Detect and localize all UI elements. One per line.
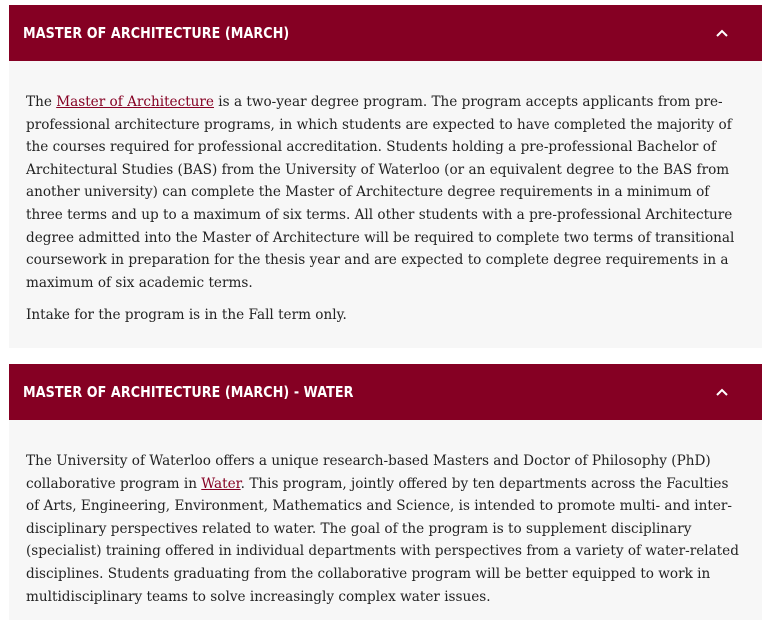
text: The xyxy=(26,94,57,110)
text: The University of Waterloo offers a unique research-based Masters and Doctor of Philosophy (PhD) collaborative program in xyxy=(26,453,711,492)
accordion-header-march-water[interactable] xyxy=(9,364,762,420)
water-link[interactable]: Water xyxy=(201,475,241,492)
accordion-title: MASTER OF ARCHITECTURE (MARCH) xyxy=(23,24,290,42)
text: . This program, jointly offered by ten departments across the Faculties of Arts, Engineering, Environment, Mathematics and Science, is intended to promote multi- and inter-disciplinary perspectives related to water. The goal of the program is to supplement disciplinary (specialist) training offered in individual departments with perspectives from a variety of water-related disciplines. Students graduating from the collaborative program will be better equipped to work in multidisciplinary teams to solve increasingly complex water issues. xyxy=(26,475,739,605)
chevron-up-icon[interactable] xyxy=(714,380,748,404)
accordion xyxy=(9,5,762,620)
chevron-up-icon[interactable] xyxy=(714,21,748,45)
master-of-architecture-link[interactable]: Master of Architecture xyxy=(56,94,214,110)
accordion-header-march[interactable] xyxy=(9,5,762,61)
text: is a two-year degree program. The program accepts applicants from pre-professional architecture programs, in which students are expected to have completed the majority of the courses required for professional accreditation. Students holding a pre-professional Bachelor of Architectural Studies (BAS) from the University of Waterloo (or an equivalent degree to the BAS from another university) can complete the Master of Architecture degree requirements in a minimum of three terms and up to a maximum of six terms. All other students with a pre-professional Architecture degree admitted into the Master of Architecture will be required to complete two terms of transitional coursework in preparation for the thesis year and are expected to complete degree requirements in a maximum of six academic terms. xyxy=(26,94,735,291)
accordion-title: MASTER OF ARCHITECTURE (MARCH) - WATER xyxy=(23,383,354,401)
paragraph: Intake for the program is in the Fall term only. xyxy=(26,307,347,324)
accordion-panel-march xyxy=(9,61,762,348)
accordion-panel-march-water xyxy=(9,420,762,620)
paragraph xyxy=(26,450,745,608)
paragraph xyxy=(26,91,745,294)
